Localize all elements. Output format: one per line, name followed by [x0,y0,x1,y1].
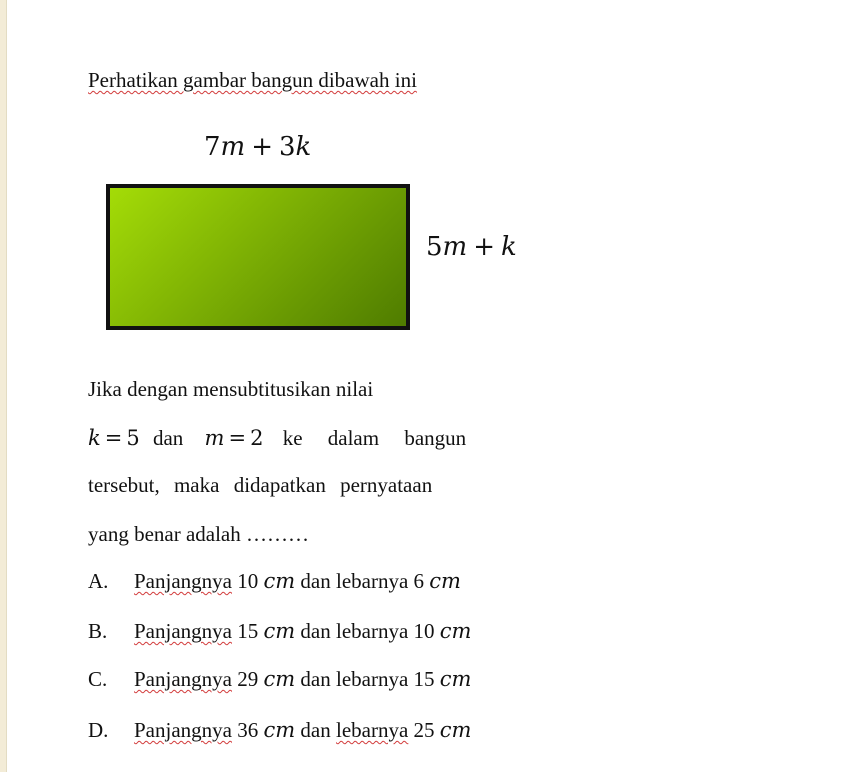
option-c-length-unit: cm [263,667,296,691]
intro-text [88,67,417,93]
question-line-4 [88,521,309,547]
question-text-4: yang benar adalah ……… [88,522,310,546]
rectangle-length-label [204,132,311,162]
m-variable: m [204,426,225,450]
option-c-letter: C. [88,667,108,691]
option-b-word: Panjangnya [134,619,232,643]
option-d-letter: D. [88,718,109,742]
question-text-1: Jika dengan mensubtitusikan nilai [88,377,374,401]
option-c-width-unit: cm [439,667,472,691]
length-coef-2: 3 [279,132,296,162]
width-var-2: k [501,232,517,262]
option-c-word: Panjangnya [134,667,232,691]
option-d-length: 36 [237,718,259,742]
option-b-letter: B. [88,619,108,643]
width-coef-1: 5 [426,232,443,262]
option-d[interactable] [88,717,471,743]
width-var-1: m [442,232,468,262]
rectangle-width-label [426,232,517,262]
question-line-2 [88,425,466,451]
m-value: 2 [250,426,264,450]
option-b-length-unit: cm [263,619,296,643]
m-equation [205,426,264,450]
question-text-3: tersebut, maka didapatkan pernyataan [88,473,433,497]
length-coef-1: 7 [204,132,221,162]
length-var-1: m [220,132,246,162]
m-equals: = [228,426,247,450]
option-c[interactable] [88,666,471,692]
green-rectangle-figure [106,184,410,330]
option-d-word: Panjangnya [134,718,232,742]
option-b-width: 10 [413,619,435,643]
option-d-length-unit: cm [263,718,296,742]
option-c-width: 15 [413,667,435,691]
option-d-width: 25 [413,718,435,742]
conjunction-dan: dan [152,426,184,450]
option-a[interactable] [88,568,461,594]
length-operator: + [251,132,273,162]
option-c-length: 29 [237,667,259,691]
question-line-3 [88,472,432,498]
length-var-2: k [295,132,312,162]
k-variable: k [88,426,101,450]
option-a-letter: A. [88,569,109,593]
option-a-length-unit: cm [263,569,296,593]
width-operator: + [473,232,495,262]
option-b-mid: dan lebarnya [300,619,409,643]
option-a-width-unit: cm [429,569,461,593]
option-a-width: 6 [413,569,425,593]
option-b-length: 15 [237,619,259,643]
question-line-1 [88,376,373,402]
option-d-mid-a: dan [300,718,331,742]
k-value: 5 [126,426,140,450]
option-a-word: Panjangnya [134,569,232,593]
question-text-2: ke dalam bangun [282,426,467,450]
option-a-mid: dan lebarnya [300,569,409,593]
k-equation [88,426,140,450]
option-d-width-unit: cm [439,718,472,742]
option-a-length: 10 [237,569,259,593]
intro-sentence: Perhatikan gambar bangun dibawah ini [88,68,417,92]
option-d-mid-b: lebarnya [336,718,409,742]
option-b[interactable] [88,618,471,644]
option-b-width-unit: cm [439,619,472,643]
option-c-mid: dan lebarnya [300,667,409,691]
k-equals: = [104,426,123,450]
